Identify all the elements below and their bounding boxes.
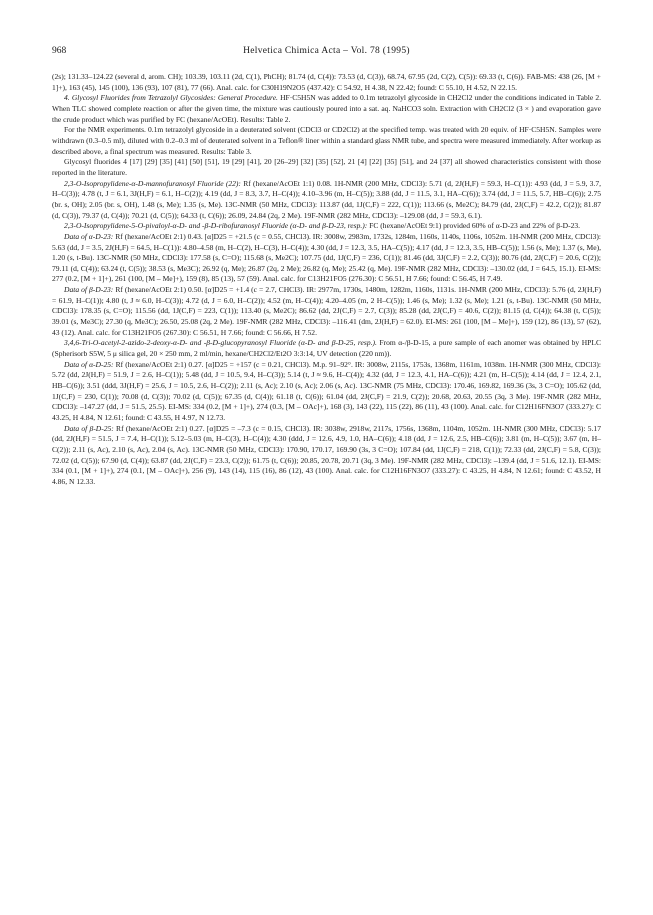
compound-heading: 2,3-O-Isopropylidene-5-O-pivaloyl-α-D- and -β-D-ribofuranosyl Fluoride (α-D- and β-D-23, resp.): (64, 221, 368, 231)
paragraph-alpha-25-data: Data of α-D-25: Rf (hexane/AcOEt 2:1) 0.27. [α]D25 = +157 (c = 0.21, CHCl3). M.p. 91–92°. IR: 3008w, 2115s, 1753s, 1368m, 1161m, 1038m. 1H-NMR (300 MHz, CDCl3): 5.72 (dd, 2J(H,F) = 51.9, J = 2.6, H–C(1)); 5.48 (dd, J = 10.5, 9.4, H–C(3)); 5.14 (t, J ≈ 9.6, H–C(4)); 4.32 (dd, J = 12.3, 4.1, HA–C(6)); 4.21 (m, H–C(5)); 4.14 (dd, J = 12.4, 2.1, HB–C(6)); 3.51 (ddd, 3J(H,F) = 25.6, J = 10.5, 2.6, H–C(2)); 2.11 (s, Ac); 2.10 (s, Ac); 2.06 (s, Ac). 13C-NMR (75 MHz, CDCl3): 170.46, 169.82, 169.36 (3s, 3 C=O); 105.62 (dd, 1J(C,F) = 230, C(1)); 70.08 (d, C(3)); 70.02 (d, C(5)); 67.35 (d, C(4)); 61.18 (t, C(6)); 61.04 (dd, 2J(C,F) = 21.9, C(2)); 20.68, 20.63, 20.55 (3q, 3 Me). 19F-NMR (282 MHz, CDCl3): –147.27 (dd, J = 51.5, 25.5). EI-MS: 334 (0.2, [M + 1]+), 274 (0.3, [M – OAc]+), 168 (3), 143 (22), 115 (22), 86 (11), 43 (100). Anal. calc. for C12H16FN3O7 (333.27): C 43.25, H 4.84, N 12.61; found: C 43.55, H 4.97, N 12.73. (52, 359, 601, 422)
paragraph-beta-23-data: Data of β-D-23: Rf (hexane/AcOEt 2:1) 0.50. [α]D25 = +1.4 (c = 2.7, CHCl3). IR: 2977m, 1730s, 1480m, 1282m, 1160s, 1131s. 1H-NMR (200 MHz, CDCl3): 5.76 (d, 2J(H,F) = 61.9, H–C(1)); 4.80 (t, J ≈ 6.0, H–C(3)); 4.72 (d, J = 6.0, H–C(2)); 4.52 (m, H–C(4)); 4.20–4.05 (m, 2 H–C(5)); 1.46 (s, Me); 1.32 (s, Me); 1.21 (s, t-Bu). 13C-NMR (50 MHz, CDCl3): 178.35 (s, C=O); 115.56 (dd, 1J(C,F) = 223, C(1)); 113.40 (s, Me2C); 86.62 (dd, 2J(C,F) = 2.7, C(3)); 85.28 (dd, 2J(C,F) = 40.6, C(2)); 81.15 (d, C(4)); 64.38 (t, C(5)); 39.01 (s, Me3C); 27.30 (q, Me3C); 26.50, 25.08 (2q, 2 Me). 19F-NMR (282 MHz, CDCl3): –116.41 (dm, 2J(H,F) = 62.0). EI-MS: 261 (100, [M – Me]+), 159 (12), 86 (13), 57 (62), 43 (12). Anal. calc. for C13H21FO5 (267.30): C 56.51, H 7.66; found: C 56.66, H 7.52. (52, 285, 601, 337)
data-heading: Data of α-D-25: (64, 359, 114, 369)
paragraph-nmr-experiments: For the NMR experiments. 0.1m tetrazolyl glycoside in a deuterated solvent (CDCl3 or CD2Cl2) at the specified temp. was treated with 20 equiv. of HF·C5H5N. Samples were withdrawn (0.3–0.5 ml), diluted with 0.2–0.3 ml of deuterated solvent in a Teflon® liner within a standard glass NMR tube, and spectra were measured immediately. After workup as described above, a final spectrum was measured. Results: Table 3. (52, 125, 601, 156)
article-body (52, 72, 601, 488)
paragraph-compound-25: 3,4,6-Tri-O-acetyl-2-azido-2-deoxy-α-D- and -β-D-glucopyranosyl Fluoride (α-D- and β-D-25, resp.). From α-/β-D-15, a pure sample of each anomer was obtained by HPLC (Spherisorb S5W, 5 μ silica gel, 20 × 250 mm, 2 ml/min, hexane/CH2Cl2/Et2O 3:3:14, UV detection (220 nm)). (52, 338, 601, 359)
paragraph-alpha-23-data: Data of α-D-23: Rf (hexane/AcOEt 2:1) 0.43. [α]D25 = +21.5 (c = 0.55, CHCl3). IR: 3008w, 2983m, 1732s, 1284m, 1160s, 1140s, 1106s, 1052m. 1H-NMR (200 MHz, CDCl3): 5.63 (dd, J = 3.5, 2J(H,F) = 64.5, H–C(1)): 4.80–4.58 (m, H–C(2), H–C(3), H–C(4)); 4.30 (dd, J = 12.3, 3.5, HA–C(5)); 4.17 (dd, J = 12.3, 3.5, HB–C(5)); 1.56 (s, Me); 1.37 (s, Me), 1.20 (s, t-Bu). 13C-NMR (50 MHz, CDCl3): 177.58 (s, C=O); 115.68 (s, Me2C); 107.75 (dd, 1J(C,F) = 236, C(1)); 81.46 (dd, 3J(C,F) = 2.2, C(3)); 80.76 (dd, 2J(C,F) = 20.6, C(2)); 79.11 (d, C(4)); 63.24 (t, C(5)); 38.53 (s, Me3C); 26.92 (q, Me); 26.87 (2q, 2 Me); 26.82 (q, Me); 25.42 (q, Me). 19F-NMR (282 MHz, CDCl3): –130.02 (dd, J = 64.5, 15.1). EI-MS: 277 (0.2, [M + 1]+), 261 (100, [M – Me]+), 159 (8), 85 (13), 57 (59). Anal. calc. for C13H21FO5 (276.30): C 56.51, H 7.66; found: C 56.45, H 7.49. (52, 231, 601, 284)
compound-heading: 2,3-O-Isopropylidene-α-D-mannofuranosyl Fluoride (22): (64, 178, 241, 188)
journal-title: Helvetica Chimica Acta – Vol. 78 (1995) (243, 46, 410, 56)
compound-heading: 3,4,6-Tri-O-acetyl-2-azido-2-deoxy-α-D- and -β-D-glucopyranosyl Fluoride (α-D- and β-D-25, resp.). (64, 338, 377, 348)
paragraph-general-procedure: 4. Glycosyl Fluorides from Tetrazolyl Glycosides: General Procedure. HF·C5H5N was added to 0.1m tetrazolyl glycoside in CH2Cl2 under the conditions indicated in Table 2. When TLC showed complete reaction or after the given time, the mixture was cautiously poured into a sat. aq. NaHCO3 soln. Extraction with CH2Cl2 (3 × ) and evaporation gave the crude product which was purified by FC (hexane/AcOEt). Results: Table 2. (52, 93, 602, 124)
data-heading: Data of β-D-25: (64, 423, 114, 433)
paragraph-compound-22: 2,3-O-Isopropylidene-α-D-mannofuranosyl Fluoride (22): Rf (hexane/AcOEt 1:1) 0.08. 1H-NMR (200 MHz, CDCl3): 5.71 (d, 2J(H,F) = 59.3, H–C(1)): 4.93 (dd, J = 5.9, 3.7, H–C(3)); 4.78 (t, J = 6.1, 3J(H,F) = 6.1, H–C(2)); 4.19 (dd, J = 8.3, 3.7, H–C(4)); 4.10–3.96 (m, H–C(5)); 3.88 (dd, J = 11.5, 3.1, HA–C(6)); 3.74 (dd, J = 11.5, 5.7, HB–C(6)); 2.75 (br. s, OH); 2.05 (br. s, OH), 1.48 (s, Me); 1.35 (s, Me). 13C-NMR (50 MHz, CDCl3): 113.87 (dd, 1J(C,F) = 222, C(1)); 113.66 (s, Me2C); 84.79 (dd, 2J(C,F) = 42.2, C(2)); 81.87 (d, C(3)), 79.37 (d, C(4)); 70.21 (d, C(5)); 64.33 (t, C(6)); 26.09, 24.84 (2q, 2 Me). 19F-NMR (282 MHz, CDCl3): –129.08 (dd, J = 59.3, 6.1). (52, 178, 601, 220)
paragraph-compound-23: 2,3-O-Isopropylidene-5-O-pivaloyl-α-D- and -β-D-ribofuranosyl Fluoride (α-D- and β-D-23, resp.): FC (hexane/AcOEt 9:1) provided 60% of α-D-23 and 22% of β-D-23. (64, 221, 581, 231)
paragraph-beta-25-data: Data of β-D-25: Rf (hexane/AcOEt 2:1) 0.27. [α]D25 = –7.3 (c = 0.15, CHCl3). IR: 3038w, 2918w, 2117s, 1756s, 1368m, 1104m, 1052m. 1H-NMR (300 MHz, CDCl3): 5.17 (dd, 2J(H,F) = 51.5, J = 7.4, H–C(1)); 5.12–5.03 (m, H–C(3), H–C(4)); 4.30 (ddd, J = 12.6, 4.9, 1.0, HA–C(6)); 4.18 (dd, J = 12.6, 2.5, HB–C(6)); 3.81 (m, H–C(5)); 3.67 (m, H–C(2)); 2.11 (s, Ac), 2.10 (s, Ac), 2.04 (s, Ac). 13C-NMR (50 MHz, CDCl3): 170.90, 170.17, 169.90 (3s, 3 C=O); 107.84 (dd, 1J(C,F) = 218, C(1)); 72.33 (dd, 2J(C,F) = 5.8, C(3)); 72.02 (d, C(5)); 67.90 (d, C(4)); 63.87 (dd, 2J(C,F) = 23.3, C(2)); 61.75 (t, C(6)); 20.85, 20.78, 20.71 (3q, 3 Me). 19F-NMR (282 MHz, CDCl3): –139.4 (dd, J = 51.6, 12.1). EI-MS: 334 (0.1, [M + 1]+), 274 (0.1, [M – OAc]+), 256 (9), 143 (14), 115 (16), 86 (12), 43 (100). Anal. calc. for C12H16FN3O7 (333.27): C 43.25, H 4.84, N 12.61; found: C 43.52, H 4.86, N 12.33. (52, 423, 601, 486)
page-number: 968 (52, 46, 67, 56)
section-heading: 4. Glycosyl Fluorides from Tetrazolyl Glycosides: General Procedure. (64, 93, 278, 103)
paragraph-glycosyl-fluorides: Glycosyl fluorides 4 [17] [29] [35] [41] [50] [51], 19 [29] [41], 20 [26–29] [32] [35] [52], 21 [4] [22] [35] [51], and 24 [37] all showed characteristics consistent with those reported in the literature. (52, 157, 601, 177)
data-heading: Data of β-D-23: (64, 285, 114, 295)
paragraph-continuation: (2s); 131.33–124.22 (several d, arom. CH); 103.39, 103.11 (2d, C(1), PhCH); 81.74 (d, C(4)): 73.53 (d, C(3)), 68.74, 67.95 (2d, C(2), C(5)): 69.33 (t, C(6)). FAB-MS: 438 (26, [M + 1]+), 163 (45), 145 (100), 136 (93), 107 (81), 77 (66). Anal. calc. for C30H19N2O5 (437.42): C 54.92, H 4.38, N 22.42; found: C 55.10, H 4.52, N 22.15. (52, 72, 601, 92)
data-heading: Data of α-D-23: (64, 231, 114, 241)
running-header (52, 46, 601, 60)
